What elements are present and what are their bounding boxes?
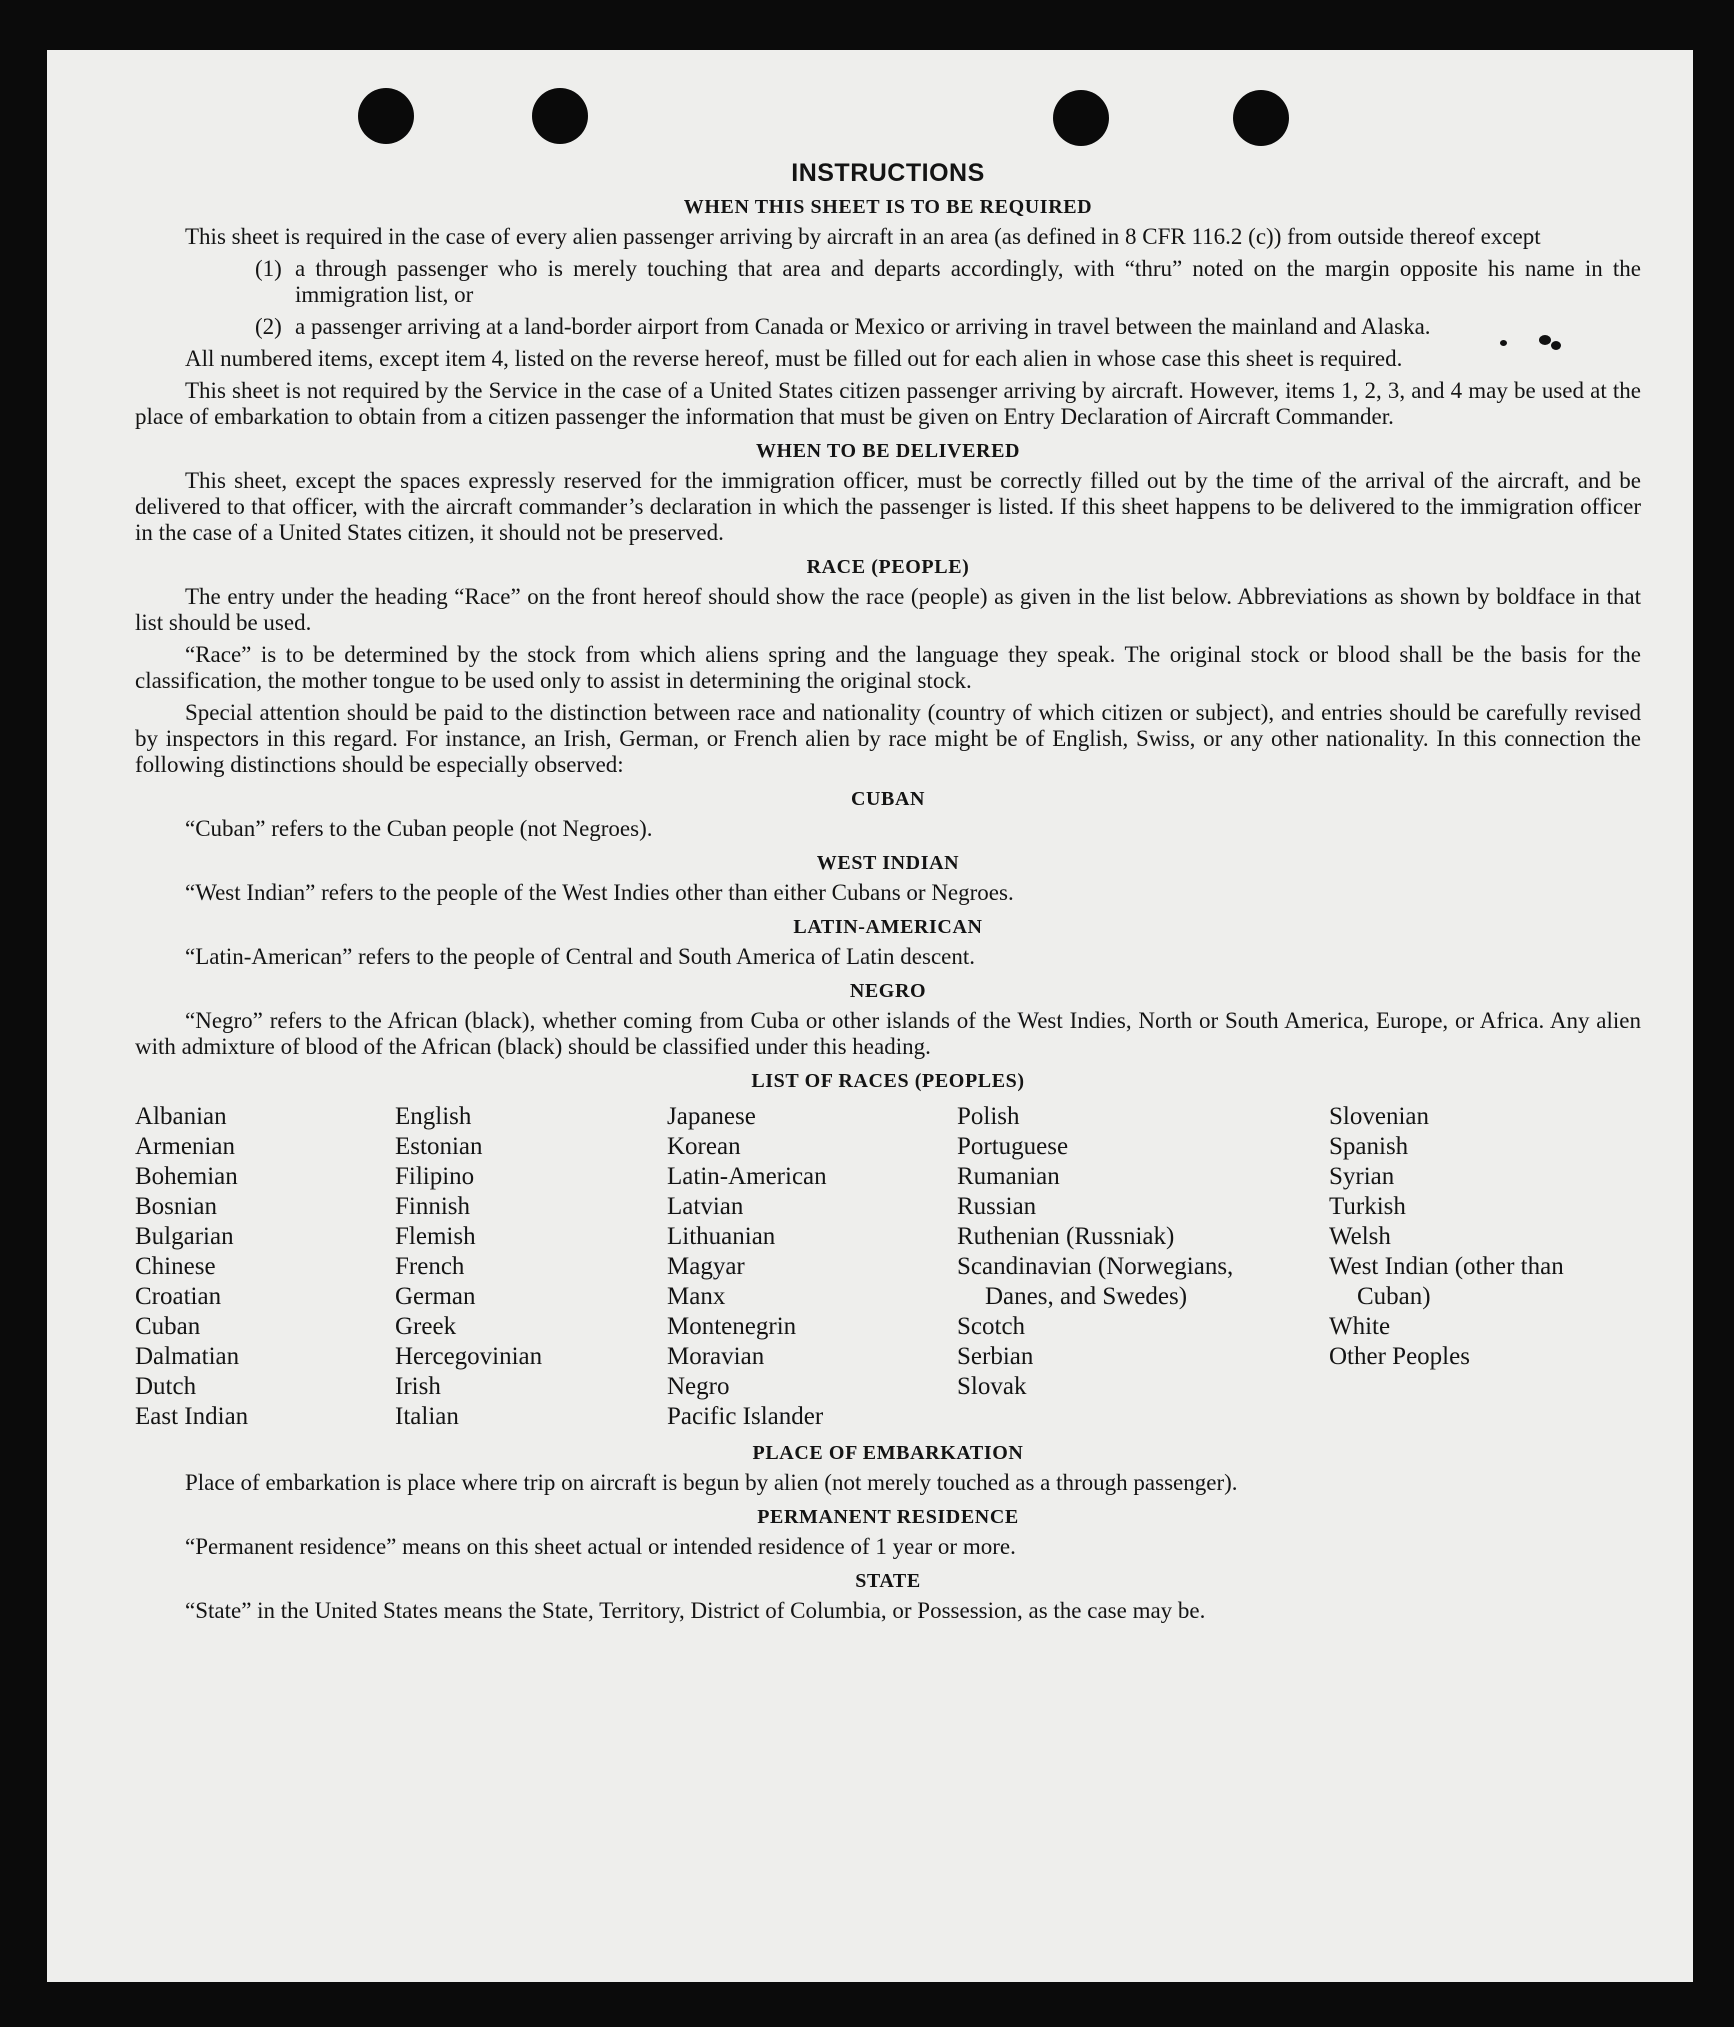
race-list-item: Greek xyxy=(395,1313,457,1340)
race-list-item: Welsh xyxy=(1329,1223,1391,1250)
race-list-item: Bosnian xyxy=(135,1193,217,1220)
race-list-item: Spanish xyxy=(1329,1133,1409,1160)
paragraph: Place of embarkation is place where trip on aircraft is begun by alien (not merely touched as a through passenger). xyxy=(185,1470,1238,1495)
race-list xyxy=(135,1102,1641,1432)
race-list-item: Dutch xyxy=(135,1373,197,1400)
race-list-item: Negro xyxy=(667,1373,730,1400)
race-list-item: Slovak xyxy=(957,1373,1027,1400)
item-text: a passenger arriving at a land-border airport from Canada or Mexico or arriving in travel between the mainland and Alaska. xyxy=(295,314,1431,339)
race-list-item: Scotch xyxy=(957,1313,1026,1340)
item-number: (2) xyxy=(255,314,282,339)
race-list-item: Croatian xyxy=(135,1283,222,1310)
race-list-item: German xyxy=(395,1283,476,1310)
race-list-item: Syrian xyxy=(1329,1163,1395,1190)
race-list-item: English xyxy=(395,1103,472,1130)
race-list-item: Slovenian xyxy=(1329,1103,1429,1130)
race-list-item: Manx xyxy=(667,1283,726,1310)
section-heading: WHEN TO BE DELIVERED xyxy=(755,440,1021,462)
paragraph: The entry under the heading “Race” on the front hereof should show the race (people) as given in the list below. Abbreviations as shown by boldface in that list should be used. xyxy=(135,584,1641,635)
item-number: (1) xyxy=(255,256,282,281)
race-list-item: Pacific Islander xyxy=(667,1403,824,1430)
race-column xyxy=(135,1102,395,1432)
race-list-item: French xyxy=(395,1253,465,1280)
paragraph: “Permanent residence” means on this sheet actual or intended residence of 1 year or more. xyxy=(185,1534,1016,1559)
race-list-item: Bulgarian xyxy=(135,1223,234,1250)
section-heading: WHEN THIS SHEET IS TO BE REQUIRED xyxy=(683,196,1093,218)
section-heading: LIST OF RACES (PEOPLES) xyxy=(751,1070,1025,1092)
page-title: INSTRUCTIONS xyxy=(791,159,985,187)
race-list-item: Korean xyxy=(667,1133,741,1160)
race-column xyxy=(957,1102,1249,1432)
race-list-item: Turkish xyxy=(1329,1193,1406,1220)
race-list-item: Italian xyxy=(395,1403,459,1430)
paragraph: Special attention should be paid to the distinction between race and nationality (country of which citizen or subject), and entries should be carefully revised by inspectors in this regard. For instance, an Irish, German, or French alien by race might be of English, Swiss, or any other nationality. In this connection the following distinctions should be especially observed: xyxy=(135,700,1641,777)
race-list-item: Dalmatian xyxy=(135,1343,240,1370)
section-heading: STATE xyxy=(855,1570,921,1592)
race-list-item: Latin-American xyxy=(667,1163,827,1190)
paragraph: This sheet, except the spaces expressly reserved for the immigration officer, must be correctly filled out by the time of the arrival of the aircraft, and be delivered to that officer, with the aircraft commander’s declaration in which the passenger is listed. If this sheet happens to be delivered to the immigration officer in the case of a United States citizen, it should not be preserved. xyxy=(135,468,1641,545)
race-list-item: Albanian xyxy=(135,1103,227,1130)
race-list-item: Estonian xyxy=(395,1133,483,1160)
race-list-item: Filipino xyxy=(395,1163,475,1190)
race-list-item: Japanese xyxy=(667,1103,756,1130)
race-list-item: Chinese xyxy=(135,1253,216,1280)
race-list-item: Hercegovinian xyxy=(395,1343,543,1370)
section-heading: LATIN-AMERICAN xyxy=(793,916,983,938)
race-column xyxy=(667,1102,957,1432)
section-heading: WEST INDIAN xyxy=(816,852,960,874)
race-list-item: East Indian xyxy=(135,1403,249,1430)
section-heading: PERMANENT RESIDENCE xyxy=(757,1506,1019,1528)
race-list-item: Moravian xyxy=(667,1343,765,1370)
race-list-item: Bohemian xyxy=(135,1163,238,1190)
list-item xyxy=(255,256,1641,308)
item-text: a through passenger who is merely touching that area and departs accordingly, with “thru” noted on the margin opposite his name in the immigration list, or xyxy=(295,256,1641,307)
race-list-item: Flemish xyxy=(395,1223,476,1250)
section-heading: RACE (PEOPLE) xyxy=(806,556,970,578)
race-list-item: Cuban xyxy=(135,1313,201,1340)
race-list-item: Irish xyxy=(395,1373,441,1400)
race-column xyxy=(1329,1102,1599,1432)
instructions-text xyxy=(135,102,1641,1630)
paragraph: “Race” is to be determined by the stock from which aliens spring and the language they speak. The original stock or blood shall be the basis for the classification, the mother tongue to be used only to assist in determining the original stock. xyxy=(135,642,1641,693)
section-heading: NEGRO xyxy=(849,980,927,1002)
paragraph: This sheet is required in the case of every alien passenger arriving by aircraft in an area (as defined in 8 CFR 116.2 (c)) from outside thereof except xyxy=(185,224,1541,249)
paragraph: “Cuban” refers to the Cuban people (not Negroes). xyxy=(185,816,653,841)
race-list-item: Armenian xyxy=(135,1133,235,1160)
race-list-item: Latvian xyxy=(667,1193,744,1220)
race-list-item: Finnish xyxy=(395,1193,471,1220)
list-item xyxy=(255,314,1641,340)
race-list-item: Portuguese xyxy=(957,1133,1069,1160)
paragraph: “Latin-American” refers to the people of Central and South America of Latin descent. xyxy=(185,944,975,969)
race-list-item: Magyar xyxy=(667,1253,745,1280)
section-heading: PLACE OF EMBARKATION xyxy=(752,1442,1024,1464)
race-list-item: Other Peoples xyxy=(1329,1343,1470,1370)
race-list-item: Russian xyxy=(957,1193,1037,1220)
race-list-item: Lithuanian xyxy=(667,1223,776,1250)
race-list-item: Montenegrin xyxy=(667,1313,797,1340)
paragraph: “State” in the United States means the State, Territory, District of Columbia, or Possession, as the case may be. xyxy=(185,1598,1206,1623)
race-list-item: Scandinavian (Norwegians, Danes, and Swedes) xyxy=(957,1253,1234,1310)
paragraph: “Negro” refers to the African (black), whether coming from Cuba or other islands of the West Indies, North or South America, Europe, or Africa. Any alien with admixture of blood of the African (black) should be classified under this heading. xyxy=(135,1008,1641,1059)
race-list-item: Serbian xyxy=(957,1343,1034,1370)
race-column xyxy=(395,1102,667,1432)
race-list-item: White xyxy=(1329,1313,1391,1340)
race-list-item: Rumanian xyxy=(957,1163,1060,1190)
section-heading: CUBAN xyxy=(850,788,926,810)
race-list-item: Ruthenian (Russniak) xyxy=(957,1223,1175,1250)
paragraph: “West Indian” refers to the people of the West Indies other than either Cubans or Negroes. xyxy=(185,880,1014,905)
document-page xyxy=(47,50,1693,1982)
paragraph: All numbered items, except item 4, listed on the reverse hereof, must be filled out for each alien in whose case this sheet is required. xyxy=(185,346,1403,371)
race-list-item: West Indian (other than Cuban) xyxy=(1329,1253,1564,1310)
race-list-item: Polish xyxy=(957,1103,1020,1130)
paragraph: This sheet is not required by the Service in the case of a United States citizen passenger arriving by aircraft. However, items 1, 2, 3, and 4 may be used at the place of embarkation to obtain from a citizen passenger the information that must be given on Entry Declaration of Aircraft Commander. xyxy=(135,378,1641,429)
